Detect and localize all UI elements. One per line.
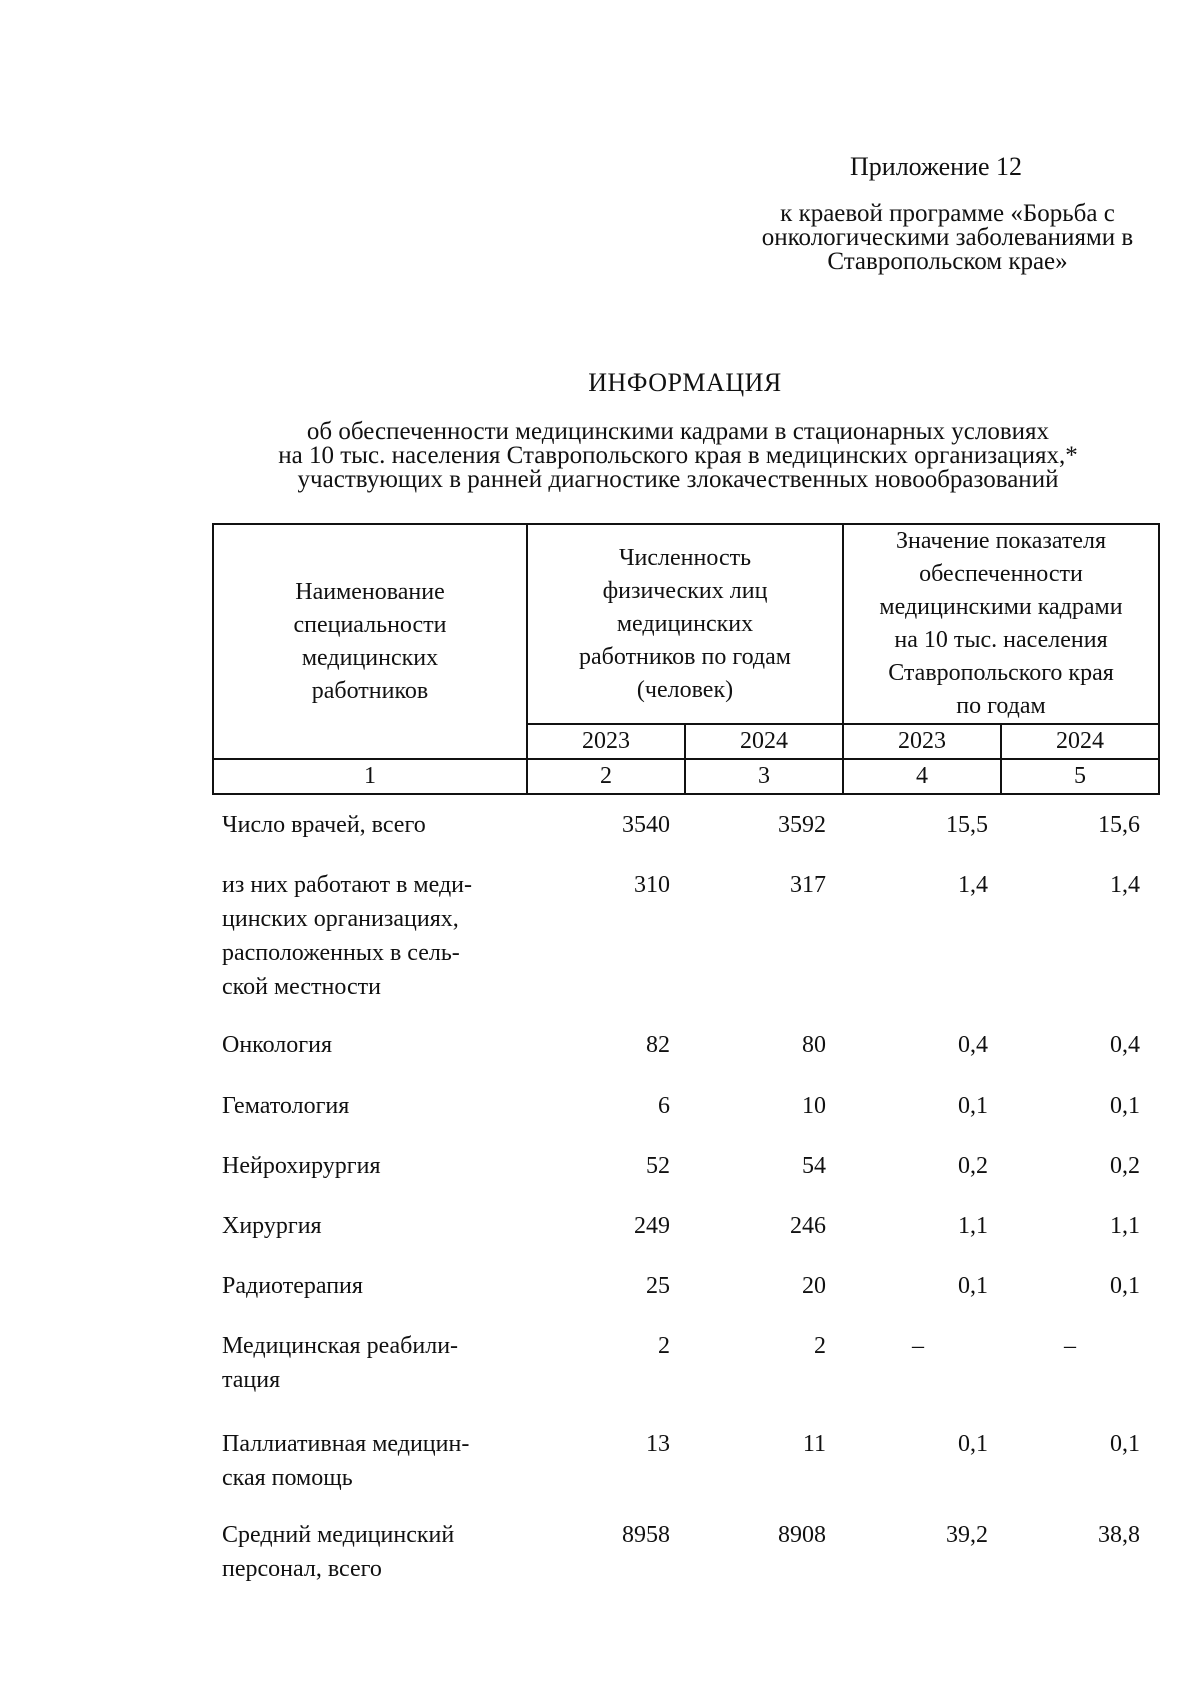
ratio-2023: 0,1 <box>958 1273 988 1299</box>
specialty-line: Средний медицинский <box>222 1522 455 1548</box>
document-title: ИНФОРМАЦИЯ <box>588 368 782 397</box>
appendix-line: онкологическими заболеваниями в <box>761 224 1134 251</box>
header-line: (человек) <box>636 676 734 703</box>
headcount-2023: 52 <box>646 1153 670 1179</box>
headcount-2024: 317 <box>790 872 826 898</box>
specialty-line: ской местности <box>222 974 381 1000</box>
headcount-2023: 13 <box>646 1431 670 1457</box>
header-line: работников по годам <box>579 643 791 670</box>
column-number: 4 <box>843 759 1001 794</box>
ratio-2023: 1,4 <box>958 872 988 898</box>
specialty-name <box>222 1329 522 1397</box>
ratio-2024: 1,4 <box>1110 872 1140 898</box>
headcount-2024: 54 <box>802 1153 826 1179</box>
specialty-name <box>222 808 522 842</box>
headcount-2023: 3540 <box>622 812 670 838</box>
specialty-name <box>222 1209 522 1243</box>
ratio-2023: 15,5 <box>946 812 988 838</box>
specialty-line: цинских организациях, <box>222 906 459 932</box>
headcount-2023: 2 <box>658 1333 670 1359</box>
headcount-2024: 11 <box>802 1431 826 1457</box>
header-line: Значение показателя <box>895 528 1107 554</box>
headcount-2023: 8958 <box>622 1522 670 1548</box>
header-year: 2023 <box>843 724 1001 759</box>
header-line: медицинских <box>301 644 439 671</box>
header-year: 2023 <box>527 724 685 759</box>
specialty-line: Радиотерапия <box>222 1273 363 1299</box>
appendix-line: к краевой программе «Борьба с <box>780 200 1115 227</box>
header-line: на 10 тыс. населения <box>894 627 1108 653</box>
headcount-2023: 25 <box>646 1273 670 1299</box>
appendix-title: Приложение 12 <box>850 152 1023 181</box>
header-ratio <box>843 524 1159 724</box>
specialty-name <box>222 1427 522 1495</box>
header-headcount <box>527 524 843 724</box>
specialty-line: Нейрохирургия <box>222 1153 381 1179</box>
ratio-2023: 0,1 <box>958 1431 988 1457</box>
header-line: Ставропольского края <box>888 660 1114 686</box>
specialty-line: тация <box>222 1367 281 1393</box>
column-number: 2 <box>527 759 685 794</box>
specialty-name <box>222 1149 522 1183</box>
header-line: обеспеченности <box>919 561 1083 587</box>
ratio-2024: 1,1 <box>1110 1213 1140 1239</box>
ratio-2023: 0,1 <box>958 1093 988 1119</box>
ratio-2023: – <box>912 1333 924 1359</box>
headcount-2023: 310 <box>634 872 670 898</box>
ratio-2023: 0,4 <box>958 1032 988 1058</box>
appendix-line: Ставропольском крае» <box>827 248 1068 275</box>
headcount-2024: 80 <box>802 1032 826 1058</box>
header-line: физических лиц <box>602 577 768 604</box>
header-line: Численность <box>618 544 752 571</box>
document-subtitle <box>228 420 1128 492</box>
specialty-name <box>222 1269 522 1303</box>
column-number: 1 <box>213 759 527 794</box>
headcount-2024: 246 <box>790 1213 826 1239</box>
headcount-2023: 82 <box>646 1032 670 1058</box>
specialty-name <box>222 1028 522 1062</box>
headcount-2024: 3592 <box>778 812 826 838</box>
header-line: по годам <box>956 693 1046 719</box>
ratio-2024: 38,8 <box>1098 1522 1140 1548</box>
specialty-name <box>222 868 522 1004</box>
header-line: работников <box>311 677 429 704</box>
headcount-2024: 2 <box>814 1333 826 1359</box>
column-number: 3 <box>685 759 843 794</box>
headcount-2024: 10 <box>802 1093 826 1119</box>
headcount-2024: 20 <box>802 1273 826 1299</box>
specialty-line: Число врачей, всего <box>222 812 426 838</box>
ratio-2024: 0,4 <box>1110 1032 1140 1058</box>
specialty-line: расположенных в сель- <box>222 940 460 966</box>
specialty-line: Онкология <box>222 1032 333 1058</box>
header-line: медицинскими кадрами <box>879 594 1123 620</box>
ratio-2023: 1,1 <box>958 1213 988 1239</box>
ratio-2024: – <box>1064 1333 1076 1359</box>
header-line: Наименование <box>295 578 445 605</box>
specialty-line: Хирургия <box>222 1213 322 1239</box>
specialty-name <box>222 1518 522 1586</box>
appendix-reference <box>725 202 1170 274</box>
specialty-line: персонал, всего <box>222 1556 382 1582</box>
headcount-2024: 8908 <box>778 1522 826 1548</box>
header-specialty <box>213 524 527 759</box>
ratio-2024: 0,1 <box>1110 1273 1140 1299</box>
header-line: медицинских <box>616 610 754 637</box>
header-year: 2024 <box>1001 724 1159 759</box>
column-number: 5 <box>1001 759 1159 794</box>
header-year: 2024 <box>685 724 843 759</box>
specialty-line: ская помощь <box>222 1465 353 1491</box>
ratio-2024: 0,1 <box>1110 1431 1140 1457</box>
staffing-table-header <box>212 523 1160 795</box>
ratio-2023: 39,2 <box>946 1522 988 1548</box>
specialty-line: Медицинская реабили- <box>222 1333 459 1359</box>
specialty-line: Гематология <box>222 1093 350 1119</box>
specialty-line: Паллиативная медицин- <box>222 1431 470 1457</box>
subtitle-line: участвующих в ранней диагностике злокачественных новообразований <box>297 466 1059 493</box>
headcount-2023: 249 <box>634 1213 670 1239</box>
ratio-2024: 15,6 <box>1098 812 1140 838</box>
subtitle-line: на 10 тыс. населения Ставропольского края в медицинских организациях,* <box>278 442 1078 469</box>
subtitle-line: об обеспеченности медицинскими кадрами в стационарных условиях <box>306 418 1050 445</box>
ratio-2023: 0,2 <box>958 1153 988 1179</box>
ratio-2024: 0,2 <box>1110 1153 1140 1179</box>
specialty-name <box>222 1089 522 1123</box>
ratio-2024: 0,1 <box>1110 1093 1140 1119</box>
header-line: специальности <box>293 611 447 638</box>
headcount-2023: 6 <box>658 1093 670 1119</box>
specialty-line: из них работают в меди- <box>222 872 472 898</box>
